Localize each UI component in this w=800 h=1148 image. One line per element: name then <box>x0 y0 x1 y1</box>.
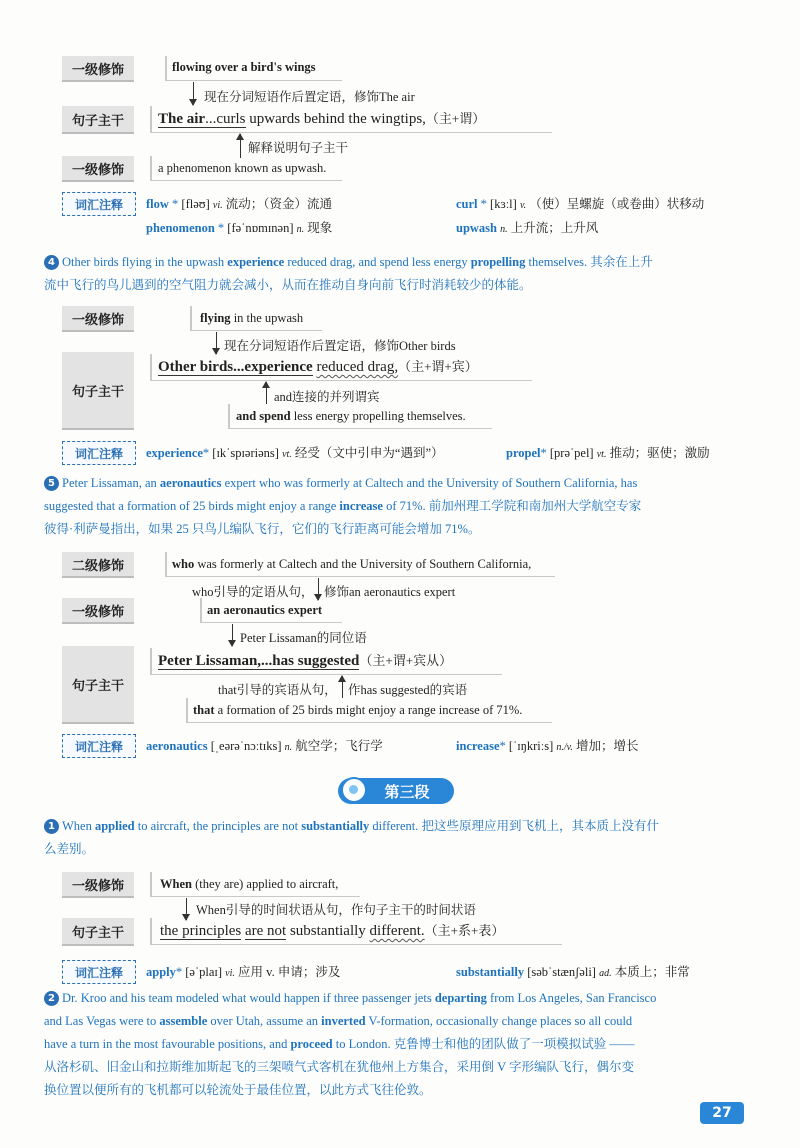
modifier-label-1: 一级修饰 <box>62 306 134 332</box>
vocab-entry: flow * [fləʊ] vi. 流动；（资金）流通 <box>146 197 333 211</box>
grammar-note: that引导的宾语从句， <box>218 683 337 697</box>
modifier-text: flying in the upwash <box>200 311 304 325</box>
grammar-note: Peter Lissaman的同位语 <box>240 631 367 645</box>
predicate: ...has suggested <box>261 653 360 669</box>
main-clause: the principles are not substantially different.（主+系+表） <box>160 923 505 939</box>
arrow-down <box>232 624 233 646</box>
section-heading: 第三段 <box>338 778 454 804</box>
vocab-label: 词汇注释 <box>62 960 136 984</box>
vocab-entry: curl * [kɜːl] v. （使）呈螺旋（或卷曲）状移动 <box>456 197 705 211</box>
arrow-down <box>193 82 194 105</box>
arrow-up <box>240 134 241 158</box>
main-clause-label: 句子主干 <box>62 352 134 430</box>
arrow-up <box>342 676 343 698</box>
modifier-label-1: 一级修饰 <box>62 598 134 624</box>
arrow-down <box>318 578 319 600</box>
modifier-text: a phenomenon known as upwash. <box>158 161 327 175</box>
grammar-note: 修饰an aeronautics expert <box>324 585 456 599</box>
grammar-note: When引导的时间状语从句，作句子主干的时间状语 <box>196 903 476 917</box>
appositive: an aeronautics expert <box>207 603 323 617</box>
arrow-up <box>266 382 267 404</box>
coordinate-text: and spend less energy propelling themselves. <box>236 409 466 423</box>
page-number: 27 <box>700 1102 744 1124</box>
vocab-entry: upwash n. 上升流；上升风 <box>456 221 599 235</box>
predicate: are not <box>244 923 287 939</box>
vocab-entry: phenomenon * [fəˈnɒmɪnən] n. 现象 <box>146 221 333 235</box>
structure-tag: （主+谓+宾从） <box>359 653 453 668</box>
subject: the principles <box>160 923 242 939</box>
sentence-number: 4 <box>44 255 59 270</box>
modifier-label-1: 一级修饰 <box>62 56 134 82</box>
main-rest: upwards behind the wingtips, <box>245 111 426 127</box>
subject: Peter Lissaman, <box>158 653 262 669</box>
vocab-label: 词汇注释 <box>62 734 136 758</box>
sentence-number: 1 <box>44 819 59 834</box>
modifier-label-2: 二级修饰 <box>62 552 134 578</box>
subject: The air <box>158 111 206 127</box>
vocab-label: 词汇注释 <box>62 441 136 465</box>
main-clause-label: 句子主干 <box>62 106 134 134</box>
grammar-note: 解释说明句子主干 <box>248 141 349 155</box>
main-clause <box>158 356 478 376</box>
vocab-label: 词汇注释 <box>62 192 136 216</box>
vocab-entry: propel* [prəˈpel] vt. 推动；驱使；激励 <box>506 446 710 460</box>
main-clause-label: 句子主干 <box>62 918 134 946</box>
sentence-number: 2 <box>44 991 59 1006</box>
paragraph-1: 1 When applied to aircraft, the principles are not substantially different. 把这些原理应用到飞机上，其本质上没有什 么差别。 <box>44 819 659 856</box>
vocab-entry: increase* [ˈɪŋkriːs] n./v. 增加；增长 <box>456 739 639 753</box>
main-clause-label: 句子主干 <box>62 646 134 724</box>
vocab-entry: apply* [əˈplaɪ] vi. 应用 v. 申请；涉及 <box>146 965 341 979</box>
subject: Other birds <box>158 359 234 375</box>
vocab-entry: aeronautics [ˌeərəˈnɔːtɪks] n. 航空学；飞行学 <box>146 739 383 753</box>
object-clause-text: that a formation of 25 birds might enjoy a range increase of 71%. <box>193 703 523 717</box>
predicate: ...experience <box>233 359 313 375</box>
grammar-note: 作has suggested的宾语 <box>348 683 468 697</box>
modifier-text: When (they are) applied to aircraft, <box>160 877 339 891</box>
structure-tag: （主+谓+宾） <box>398 359 478 374</box>
modifier-text <box>172 60 316 75</box>
paragraph-2: 2 Dr. Kroo and his team modeled what would happen if three passenger jets departing from Los Angeles, San Francisco and Las Vegas were to assemble over Utah, assume an inverted V-formation, occasionally change places so all could have a turn in the most favourable positions, and proceed to London. 克鲁博士和他的团队做了一项模拟试验 —— 从洛杉矶、旧金山和拉斯维加斯起飞的三架喷气式客机在犹他州上方集合，采用倒 V 字形编队飞行，偶尔变 换位置以便所有的飞机都可以轮流处于最佳位置，以此方式飞往伦敦。 <box>44 991 657 1097</box>
predicative: different. <box>369 923 425 939</box>
structure-tag: （主+谓） <box>425 111 486 126</box>
vocab-entry: experience* [ɪkˈspɪəriəns] vt. 经受（文中引申为“遇到”） <box>146 446 444 460</box>
grammar-note: 现在分词短语作后置定语，修饰Other birds <box>224 339 456 353</box>
arrow-down <box>216 332 217 354</box>
paragraph-4: 4 Other birds flying in the upwash experience reduced drag, and spend less energy propelling themselves. 其余在上升 流中飞行的鸟儿遇到的空气阻力就会减小，从而在推动自身向前飞行时消耗较少的体能。 <box>44 255 653 292</box>
sentence-number: 5 <box>44 476 59 491</box>
modifier-text: who was formerly at Caltech and the University of Southern California, <box>172 557 532 571</box>
main-clause <box>158 650 452 670</box>
arrow-down <box>186 898 187 920</box>
object: reduced drag, <box>316 359 399 375</box>
modifier-label-1: 一级修饰 <box>62 872 134 898</box>
predicate: ...curls <box>205 111 246 127</box>
grammar-note: 现在分词短语作后置定语，修饰The air <box>204 90 415 104</box>
modifier-label-1: 一级修饰 <box>62 156 134 182</box>
grammar-note: and连接的并列谓宾 <box>274 390 380 404</box>
grammar-note: who引导的定语从句， <box>192 585 314 599</box>
main-clause <box>158 108 485 128</box>
modifier-phrase: flowing over a bird's wings <box>172 60 316 74</box>
paragraph-5: 5 Peter Lissaman, an aeronautics expert who was formerly at Caltech and the University of Southern California, has suggested that a formation of 25 birds might enjoy a range increase of 71%. 前加州理工学院和南加州大学航空专家 彼得·利萨曼指出，如果 25 只鸟儿编队飞行，它们的飞行距离可能会增加 71%。 <box>44 476 642 536</box>
search-icon <box>341 777 367 803</box>
structure-tag: （主+系+表） <box>424 923 505 938</box>
vocab-entry: substantially [səbˈstænʃəli] ad. 本质上；非常 <box>456 965 690 979</box>
